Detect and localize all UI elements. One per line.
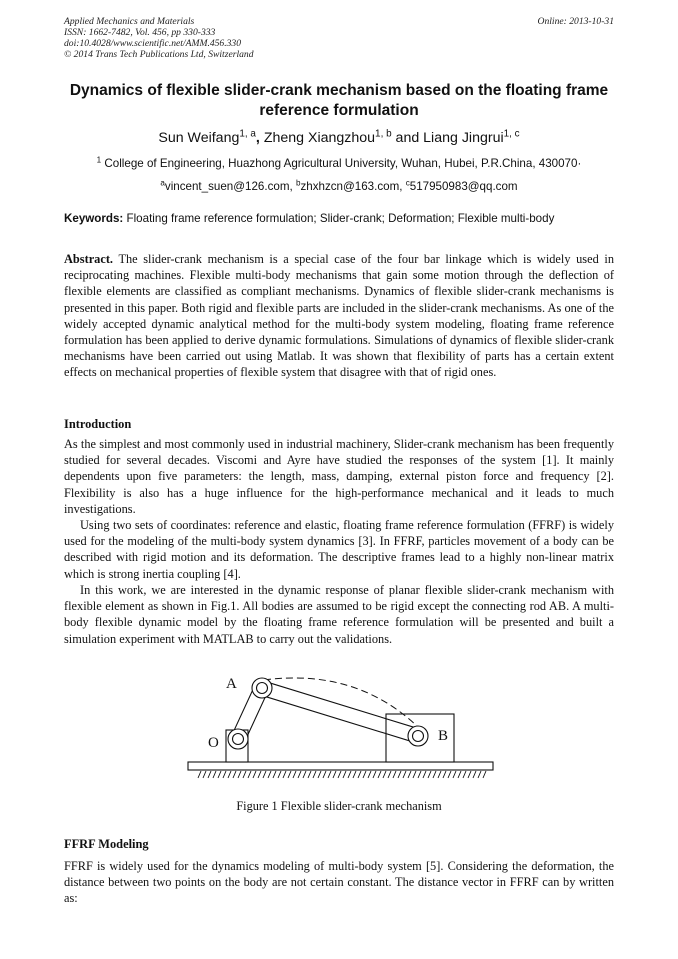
slider-crank-figure [180, 668, 500, 782]
introduction-heading: Introduction [64, 417, 132, 431]
affiliation [40, 157, 638, 170]
copyright-line: © 2014 Trans Tech Publications Ltd, Switzerland [64, 49, 254, 60]
author-superscript: 1, b [375, 128, 392, 140]
joint-o-inner [233, 734, 244, 745]
paper-title: Dynamics of flexible slider-crank mechanism based on the floating frame reference formulation [69, 82, 609, 119]
intro-paragraph-3: In this work, we are interested in the dynamic response of planar flexible slider-crank mechanism with flexible element as shown in Fig.1. All bodies are assumed to be rigid except the connecting rod AB. A multi-body flexible dynamic model by the floating frame reference formulation will be presented and built a simulation experiment with MATLAB to carry out the validations. [64, 583, 614, 646]
ffrf-heading: FFRF Modeling [64, 837, 149, 851]
email-marker: c [405, 178, 410, 188]
email-line: $^a$vincent_suen@126.com, $^b$zhxhzcn@163.com, $^c$517950983@qq.com [160, 178, 518, 193]
label-a: A [226, 676, 237, 692]
ffrf-paragraph: FFRF is widely used for the dynamics modeling of multi-body system [5]. Considering the deformation, the distance between two points on the body are not certain constant. The distance vector in FFRF can by written as: [64, 859, 614, 906]
author-name: Liang Jingrui [423, 130, 504, 146]
joint-a-inner [257, 683, 268, 694]
author-name: Zheng Xiangzhou [263, 130, 376, 146]
joint-b-inner [413, 731, 424, 742]
label-o: O [208, 735, 219, 751]
intro-paragraph-1: As the simplest and most commonly used in industrial machinery, Slider-crank mechanism has been frequently studied for several decades. Viscomi and Ayre have studied the responses of the system [1]. It mainly dependents upon five parameters: the length, mass, damping, external piston force and frequency [2]. Flexibility is also has a huge influence for the high-performance mechanical and it leads to much investigations. [64, 437, 614, 516]
ground-hatching [198, 771, 486, 778]
author-line [40, 130, 638, 146]
journal-name: Applied Mechanics and Materials [64, 16, 195, 27]
abstract [64, 251, 614, 381]
email-address: 517950983@qq.com [409, 180, 518, 193]
author-superscript: 1, a [239, 128, 256, 140]
figure-caption: Figure 1 Flexible slider-crank mechanism [236, 799, 442, 813]
email-address: vincent_suen@126.com [164, 180, 290, 193]
author-separator: and [391, 130, 424, 146]
keywords-text: Floating frame reference formulation; Slider-crank; Deformation; Flexible multi-body [126, 212, 555, 225]
affiliation-marker: 1 [96, 155, 102, 165]
keywords [64, 212, 624, 225]
keywords-label: Keywords: [64, 212, 124, 225]
ground-base [188, 762, 493, 770]
intro-paragraph-2: Using two sets of coordinates: reference and elastic, floating frame reference formulation (FFRF) is widely used for the modeling of the multi-body system dynamics [3]. In FFRF, particles movement of a body can be described with rigid motion and its deformation. The descriptive frames lead to a highly non-linear matrix which is strong inertia coupling [4]. [64, 518, 614, 581]
abstract-text: The slider-crank mechanism is a special case of the four bar linkage which is widely used in reciprocating machines. Flexible multi-body mechanisms that gain some motion through the deflection of flexible elements are classified as compliant mechanisms. Dynamics of flexible slider-crank mechanisms is presented in this paper. Both rigid and flexible parts are included in the slider-crank mechanisms. As one of the widely accepted dynamic analytical method for the multi-body system modeling, floating frame reference formulation has been applied to derive dynamic formulations. Simulations of dynamics of flexible slider-crank mechanisms have been carried out using Matlab. It was shown that flexibility of parts has a certain extent effects on mechanical properties of flexible system that disagree with that of rigid ones. [64, 252, 614, 380]
author-separator: , [255, 130, 264, 146]
abstract-label: Abstract. [64, 252, 114, 266]
label-b: B [438, 728, 449, 744]
email-address: zhxhzcn@163.com [300, 180, 400, 193]
issn-line: ISSN: 1662-7482, Vol. 456, pp 330-333 [64, 27, 216, 38]
doi-line: doi:10.4028/www.scientific.net/AMM.456.330 [64, 38, 242, 49]
online-date: Online: 2013-10-31 [537, 16, 614, 27]
email-marker: b [295, 178, 301, 188]
email-marker: a [160, 178, 165, 188]
author-name: Sun Weifang [158, 130, 240, 146]
affiliation-text: College of Engineering, Huazhong Agricultural University, Wuhan, Hubei, P.R.China, 430070· [104, 157, 582, 170]
running-header-left [64, 16, 254, 60]
author-superscript: 1, c [503, 128, 520, 140]
